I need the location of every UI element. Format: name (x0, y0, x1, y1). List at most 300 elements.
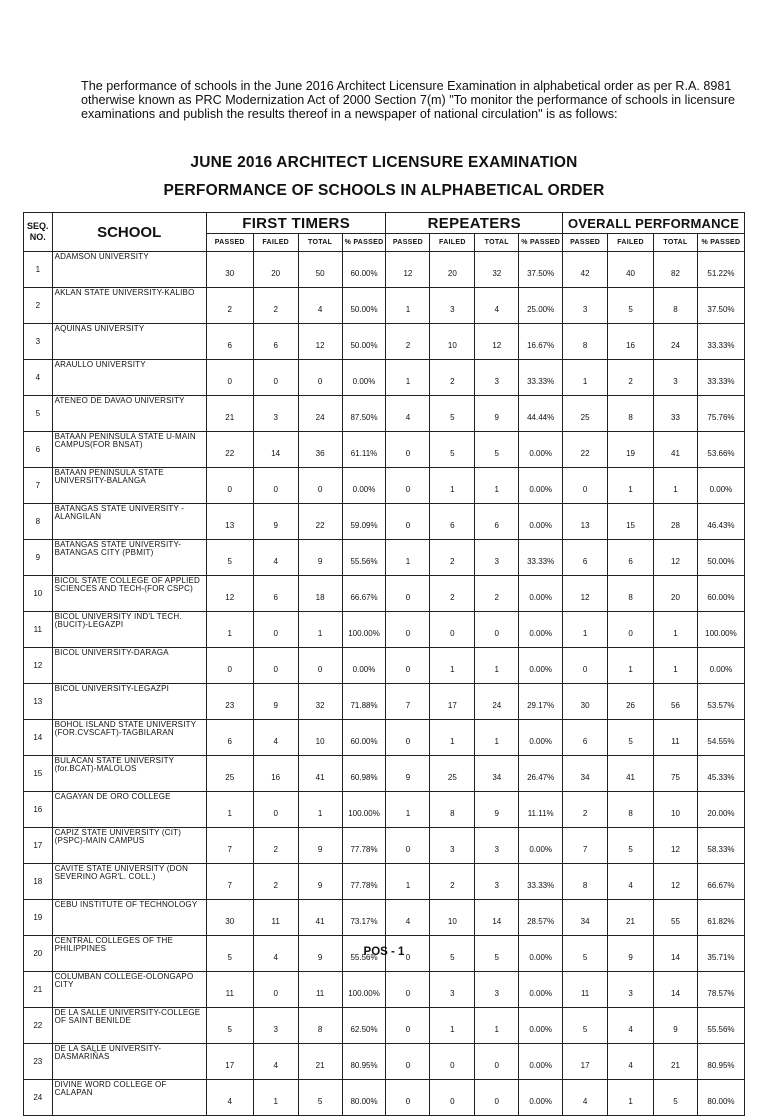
ov-failed-cell: 5 (608, 288, 654, 324)
rp-total-header: TOTAL (475, 234, 519, 252)
ft-passed-cell: 30 (206, 900, 253, 936)
rp-total-cell: 34 (475, 756, 519, 792)
ft-pct-passed-cell: 60.00% (342, 252, 386, 288)
table-row (24, 972, 745, 1008)
ft-total-cell: 41 (298, 900, 342, 936)
ft-pct-passed-header: % PASSED (342, 234, 386, 252)
ov-total-cell: 1 (654, 468, 698, 504)
seq-no-cell: 3 (24, 324, 53, 360)
ft-passed-cell: 1 (206, 612, 253, 648)
rp-passed-cell: 0 (386, 1044, 430, 1080)
ft-pct-passed-cell: 60.00% (342, 720, 386, 756)
rp-total-cell: 5 (475, 936, 519, 972)
ft-total-cell: 22 (298, 504, 342, 540)
ov-pct-passed-cell: 0.00% (697, 468, 744, 504)
ov-pct-passed-cell: 66.67% (697, 864, 744, 900)
rp-failed-cell: 2 (430, 540, 475, 576)
rp-passed-cell: 0 (386, 972, 430, 1008)
table-row (24, 1080, 745, 1116)
ft-passed-cell: 5 (206, 1008, 253, 1044)
rp-failed-cell: 1 (430, 648, 475, 684)
ov-total-cell: 55 (654, 900, 698, 936)
rp-failed-cell: 2 (430, 576, 475, 612)
ov-passed-cell: 13 (563, 504, 608, 540)
ft-total-cell: 4 (298, 288, 342, 324)
ft-total-header: TOTAL (298, 234, 342, 252)
ov-failed-cell: 9 (608, 936, 654, 972)
rp-pct-passed-cell: 0.00% (519, 504, 563, 540)
ft-pct-passed-cell: 73.17% (342, 900, 386, 936)
ov-pct-passed-cell: 58.33% (697, 828, 744, 864)
rp-pct-passed-cell: 33.33% (519, 864, 563, 900)
ov-pct-passed-cell: 0.00% (697, 648, 744, 684)
rp-passed-cell: 1 (386, 792, 430, 828)
ov-total-cell: 11 (654, 720, 698, 756)
seq-no-cell: 10 (24, 576, 53, 612)
seq-no-cell: 13 (24, 684, 53, 720)
rp-failed-cell: 5 (430, 396, 475, 432)
ov-passed-cell: 42 (563, 252, 608, 288)
table-row (24, 1044, 745, 1080)
ft-total-cell: 50 (298, 252, 342, 288)
ft-failed-cell: 9 (253, 684, 298, 720)
ft-total-cell: 8 (298, 1008, 342, 1044)
ft-pct-passed-cell: 60.98% (342, 756, 386, 792)
seq-no-cell: 19 (24, 900, 53, 936)
table-row (24, 576, 745, 612)
rp-failed-cell: 0 (430, 1080, 475, 1116)
rp-total-cell: 3 (475, 972, 519, 1008)
school-name-cell: DIVINE WORD COLLEGE OF CALAPAN (52, 1080, 206, 1116)
rp-total-cell: 3 (475, 360, 519, 396)
ft-passed-cell: 11 (206, 972, 253, 1008)
ft-passed-cell: 7 (206, 864, 253, 900)
ft-pct-passed-cell: 100.00% (342, 792, 386, 828)
seq-no-cell: 12 (24, 648, 53, 684)
ov-total-cell: 12 (654, 540, 698, 576)
ov-failed-cell: 41 (608, 756, 654, 792)
ov-passed-cell: 17 (563, 1044, 608, 1080)
school-name-cell: ADAMSON UNIVERSITY (52, 252, 206, 288)
seq-no-cell: 17 (24, 828, 53, 864)
rp-failed-cell: 10 (430, 900, 475, 936)
ov-total-cell: 12 (654, 828, 698, 864)
ov-failed-cell: 26 (608, 684, 654, 720)
ov-passed-cell: 2 (563, 792, 608, 828)
ov-passed-cell: 8 (563, 324, 608, 360)
ov-passed-cell: 4 (563, 1080, 608, 1116)
rp-failed-cell: 1 (430, 468, 475, 504)
school-name-cell: COLUMBAN COLLEGE-OLONGAPO CITY (52, 972, 206, 1008)
ov-pct-passed-cell: 75.76% (697, 396, 744, 432)
ft-pct-passed-cell: 59.09% (342, 504, 386, 540)
ov-passed-cell: 1 (563, 612, 608, 648)
school-name-cell: CEBU INSTITUTE OF TECHNOLOGY (52, 900, 206, 936)
rp-failed-cell: 3 (430, 972, 475, 1008)
ov-total-cell: 33 (654, 396, 698, 432)
ft-passed-cell: 6 (206, 324, 253, 360)
ov-failed-cell: 19 (608, 432, 654, 468)
ov-failed-cell: 8 (608, 396, 654, 432)
rp-pct-passed-cell: 0.00% (519, 1044, 563, 1080)
ft-failed-cell: 11 (253, 900, 298, 936)
rp-passed-cell: 0 (386, 828, 430, 864)
school-name-cell: DE LA SALLE UNIVERSITY-COLLEGE OF SAINT BENILDE (52, 1008, 206, 1044)
rp-passed-cell: 0 (386, 504, 430, 540)
ft-pct-passed-cell: 0.00% (342, 468, 386, 504)
rp-passed-cell: 0 (386, 468, 430, 504)
ov-passed-cell: 30 (563, 684, 608, 720)
ft-total-cell: 9 (298, 864, 342, 900)
rp-pct-passed-cell: 11.11% (519, 792, 563, 828)
school-name-cell: BATAAN PENINSULA STATE UNIVERSITY-BALANGA (52, 468, 206, 504)
ft-passed-cell: 7 (206, 828, 253, 864)
intro-paragraph: The performance of schools in the June 2016 Architect Licensure Examination in alphabetical order as per R.A. 8981 otherwise known as PRC Modernization Act of 2000 Section 7(m) "To monitor the performance of schools in licensure examinations and publish the results thereof in a newspaper of national circulation" is as follows: (81, 79, 736, 121)
rp-passed-cell: 0 (386, 936, 430, 972)
rp-failed-cell: 3 (430, 288, 475, 324)
ft-failed-cell: 6 (253, 324, 298, 360)
ov-passed-cell: 34 (563, 756, 608, 792)
ft-passed-cell: 5 (206, 540, 253, 576)
ft-total-cell: 9 (298, 540, 342, 576)
ov-failed-cell: 3 (608, 972, 654, 1008)
ft-passed-cell: 12 (206, 576, 253, 612)
school-name-cell: BICOL UNIVERSITY-DARAGA (52, 648, 206, 684)
ft-failed-cell: 4 (253, 1044, 298, 1080)
school-name-cell: BICOL UNIVERSITY-LEGAZPI (52, 684, 206, 720)
rp-pct-passed-header: % PASSED (519, 234, 563, 252)
ov-failed-cell: 1 (608, 468, 654, 504)
rp-pct-passed-cell: 0.00% (519, 612, 563, 648)
document-subtitle: PERFORMANCE OF SCHOOLS IN ALPHABETICAL ORDER (163, 182, 605, 199)
school-name-cell: CENTRAL COLLEGES OF THE PHILIPPINES (52, 936, 206, 972)
ft-pct-passed-cell: 77.78% (342, 864, 386, 900)
ft-passed-cell: 5 (206, 936, 253, 972)
rp-pct-passed-cell: 33.33% (519, 360, 563, 396)
ov-failed-cell: 8 (608, 576, 654, 612)
rp-pct-passed-cell: 0.00% (519, 468, 563, 504)
ov-passed-cell: 0 (563, 468, 608, 504)
ov-pct-passed-cell: 61.82% (697, 900, 744, 936)
ov-pct-passed-cell: 80.95% (697, 1044, 744, 1080)
rp-passed-cell: 1 (386, 360, 430, 396)
rp-passed-cell: 0 (386, 576, 430, 612)
ft-passed-cell: 23 (206, 684, 253, 720)
rp-passed-cell: 2 (386, 324, 430, 360)
seq-no-cell: 11 (24, 612, 53, 648)
rp-pct-passed-cell: 44.44% (519, 396, 563, 432)
school-name-cell: DE LA SALLE UNIVERSITY-DASMARIÑAS (52, 1044, 206, 1080)
rp-passed-cell: 1 (386, 288, 430, 324)
ov-failed-cell: 1 (608, 1080, 654, 1116)
rp-failed-cell: 3 (430, 828, 475, 864)
ft-failed-cell: 3 (253, 1008, 298, 1044)
ft-failed-cell: 6 (253, 576, 298, 612)
ov-passed-cell: 5 (563, 1008, 608, 1044)
seq-no-cell: 24 (24, 1080, 53, 1116)
ft-failed-cell: 4 (253, 936, 298, 972)
rp-pct-passed-cell: 0.00% (519, 828, 563, 864)
ov-pct-passed-cell: 33.33% (697, 324, 744, 360)
rp-pct-passed-cell: 0.00% (519, 432, 563, 468)
ft-failed-cell: 20 (253, 252, 298, 288)
ft-passed-header: PASSED (206, 234, 253, 252)
ov-pct-passed-cell: 54.55% (697, 720, 744, 756)
rp-pct-passed-cell: 26.47% (519, 756, 563, 792)
ov-pct-passed-cell: 20.00% (697, 792, 744, 828)
ov-total-cell: 8 (654, 288, 698, 324)
rp-failed-cell: 2 (430, 360, 475, 396)
rp-total-cell: 24 (475, 684, 519, 720)
table-row (24, 828, 745, 864)
school-name-cell: BATAAN PENINSULA STATE U-MAIN CAMPUS(FOR BNSAT) (52, 432, 206, 468)
seq-no-cell: 23 (24, 1044, 53, 1080)
repeaters-header: REPEATERS (386, 213, 563, 234)
ov-failed-cell: 5 (608, 720, 654, 756)
ft-pct-passed-cell: 50.00% (342, 288, 386, 324)
ov-passed-cell: 34 (563, 900, 608, 936)
ov-total-cell: 56 (654, 684, 698, 720)
ft-failed-cell: 0 (253, 360, 298, 396)
table-row (24, 648, 745, 684)
ft-passed-cell: 0 (206, 648, 253, 684)
ft-pct-passed-cell: 50.00% (342, 324, 386, 360)
ov-pct-passed-cell: 45.33% (697, 756, 744, 792)
table-row (24, 612, 745, 648)
school-name-cell: AQUINAS UNIVERSITY (52, 324, 206, 360)
school-name-cell: BICOL UNIVERSITY IND'L TECH.(BUCIT)-LEGAZPI (52, 612, 206, 648)
ft-total-cell: 9 (298, 936, 342, 972)
rp-pct-passed-cell: 0.00% (519, 648, 563, 684)
rp-passed-cell: 0 (386, 720, 430, 756)
rp-total-cell: 1 (475, 468, 519, 504)
rp-total-cell: 0 (475, 612, 519, 648)
rp-passed-cell: 0 (386, 648, 430, 684)
ft-failed-cell: 1 (253, 1080, 298, 1116)
ov-total-cell: 14 (654, 972, 698, 1008)
ft-failed-cell: 9 (253, 504, 298, 540)
ft-pct-passed-cell: 62.50% (342, 1008, 386, 1044)
rp-total-cell: 0 (475, 1080, 519, 1116)
ov-failed-cell: 4 (608, 864, 654, 900)
ov-total-cell: 20 (654, 576, 698, 612)
ft-total-cell: 10 (298, 720, 342, 756)
rp-failed-cell: 0 (430, 612, 475, 648)
seq-no-cell: 6 (24, 432, 53, 468)
table-row (24, 396, 745, 432)
ov-total-cell: 41 (654, 432, 698, 468)
seq-no-cell: 5 (24, 396, 53, 432)
ov-pct-passed-cell: 80.00% (697, 1080, 744, 1116)
rp-total-cell: 14 (475, 900, 519, 936)
ov-passed-cell: 11 (563, 972, 608, 1008)
ft-passed-cell: 1 (206, 792, 253, 828)
ov-total-cell: 12 (654, 864, 698, 900)
ov-passed-cell: 0 (563, 648, 608, 684)
ov-pct-passed-cell: 100.00% (697, 612, 744, 648)
rp-pct-passed-cell: 25.00% (519, 288, 563, 324)
ft-passed-cell: 17 (206, 1044, 253, 1080)
ft-failed-cell: 0 (253, 972, 298, 1008)
ov-failed-cell: 4 (608, 1008, 654, 1044)
seq-no-cell: 14 (24, 720, 53, 756)
table-row (24, 324, 745, 360)
school-name-cell: BICOL STATE COLLEGE OF APPLIED SCIENCES AND TECH-(FOR CSPC) (52, 576, 206, 612)
school-header: SCHOOL (52, 213, 206, 252)
table-row (24, 720, 745, 756)
ov-total-header: TOTAL (654, 234, 698, 252)
ov-total-cell: 75 (654, 756, 698, 792)
rp-total-cell: 3 (475, 828, 519, 864)
ft-failed-cell: 3 (253, 396, 298, 432)
ov-failed-cell: 40 (608, 252, 654, 288)
table-row (24, 468, 745, 504)
ov-total-cell: 14 (654, 936, 698, 972)
ft-total-cell: 5 (298, 1080, 342, 1116)
ft-failed-cell: 0 (253, 612, 298, 648)
ov-pct-passed-cell: 55.56% (697, 1008, 744, 1044)
ov-total-cell: 9 (654, 1008, 698, 1044)
ft-total-cell: 41 (298, 756, 342, 792)
table-row (24, 360, 745, 396)
ov-passed-cell: 12 (563, 576, 608, 612)
overall-performance-header: OVERALL PERFORMANCE (563, 213, 745, 234)
ft-pct-passed-cell: 87.50% (342, 396, 386, 432)
rp-failed-header: FAILED (430, 234, 475, 252)
table-row (24, 288, 745, 324)
ft-failed-cell: 14 (253, 432, 298, 468)
ov-passed-cell: 8 (563, 864, 608, 900)
table-row (24, 792, 745, 828)
ov-failed-cell: 4 (608, 1044, 654, 1080)
ft-total-cell: 0 (298, 648, 342, 684)
ft-failed-cell: 0 (253, 648, 298, 684)
ft-passed-cell: 21 (206, 396, 253, 432)
rp-failed-cell: 1 (430, 720, 475, 756)
rp-pct-passed-cell: 0.00% (519, 576, 563, 612)
school-name-cell: CAPIZ STATE UNIVERSITY (CIT)(PSPC)-MAIN CAMPUS (52, 828, 206, 864)
rp-failed-cell: 25 (430, 756, 475, 792)
ft-total-cell: 24 (298, 396, 342, 432)
ft-passed-cell: 4 (206, 1080, 253, 1116)
school-name-cell: BATANGAS STATE UNIVERSITY -ALANGILAN (52, 504, 206, 540)
ov-passed-cell: 6 (563, 540, 608, 576)
table-row (24, 432, 745, 468)
rp-pct-passed-cell: 0.00% (519, 1008, 563, 1044)
school-name-cell: ARAULLO UNIVERSITY (52, 360, 206, 396)
rp-total-cell: 12 (475, 324, 519, 360)
ft-failed-cell: 4 (253, 540, 298, 576)
ft-total-cell: 1 (298, 612, 342, 648)
rp-failed-cell: 5 (430, 936, 475, 972)
rp-passed-cell: 0 (386, 612, 430, 648)
ft-total-cell: 11 (298, 972, 342, 1008)
seq-no-cell: 4 (24, 360, 53, 396)
rp-total-cell: 6 (475, 504, 519, 540)
school-name-cell: AKLAN STATE UNIVERSITY-KALIBO (52, 288, 206, 324)
school-performance-table (23, 212, 745, 1116)
ft-total-cell: 18 (298, 576, 342, 612)
rp-pct-passed-cell: 37.50% (519, 252, 563, 288)
seq-no-cell: 16 (24, 792, 53, 828)
ft-pct-passed-cell: 61.11% (342, 432, 386, 468)
rp-total-cell: 1 (475, 648, 519, 684)
ov-passed-cell: 25 (563, 396, 608, 432)
seq-no-cell: 7 (24, 468, 53, 504)
ov-pct-passed-cell: 53.66% (697, 432, 744, 468)
ft-pct-passed-cell: 0.00% (342, 648, 386, 684)
rp-failed-cell: 8 (430, 792, 475, 828)
table-row (24, 1008, 745, 1044)
school-name-cell: BOHOL ISLAND STATE UNIVERSITY (FOR.CVSCAFT)-TAGBILARAN (52, 720, 206, 756)
ov-passed-cell: 6 (563, 720, 608, 756)
ft-failed-cell: 4 (253, 720, 298, 756)
ft-pct-passed-cell: 80.00% (342, 1080, 386, 1116)
ft-pct-passed-cell: 100.00% (342, 612, 386, 648)
ft-total-cell: 21 (298, 1044, 342, 1080)
ov-total-cell: 1 (654, 648, 698, 684)
ft-total-cell: 12 (298, 324, 342, 360)
rp-pct-passed-cell: 0.00% (519, 972, 563, 1008)
rp-failed-cell: 5 (430, 432, 475, 468)
rp-failed-cell: 10 (430, 324, 475, 360)
ov-pct-passed-cell: 60.00% (697, 576, 744, 612)
ft-total-cell: 1 (298, 792, 342, 828)
seq-no-cell: 8 (24, 504, 53, 540)
ft-failed-cell: 0 (253, 468, 298, 504)
ov-total-cell: 3 (654, 360, 698, 396)
table-row (24, 864, 745, 900)
table-row (24, 756, 745, 792)
table-row (24, 504, 745, 540)
ov-total-cell: 10 (654, 792, 698, 828)
seq-no-cell: 1 (24, 252, 53, 288)
seq-no-header: SEQ. NO. (24, 213, 53, 252)
ov-passed-cell: 5 (563, 936, 608, 972)
ft-failed-cell: 2 (253, 288, 298, 324)
rp-passed-cell: 4 (386, 900, 430, 936)
document-title: JUNE 2016 ARCHITECT LICENSURE EXAMINATION (190, 154, 578, 171)
rp-failed-cell: 1 (430, 1008, 475, 1044)
ov-pct-passed-cell: 78.57% (697, 972, 744, 1008)
rp-passed-cell: 1 (386, 864, 430, 900)
ft-passed-cell: 6 (206, 720, 253, 756)
ov-failed-cell: 2 (608, 360, 654, 396)
ft-failed-cell: 2 (253, 828, 298, 864)
ft-total-cell: 0 (298, 360, 342, 396)
ft-failed-cell: 0 (253, 792, 298, 828)
ft-pct-passed-cell: 80.95% (342, 1044, 386, 1080)
school-name-cell: CAVITE STATE UNIVERSITY (DON SEVERINO AGR'L. COLL.) (52, 864, 206, 900)
ov-failed-cell: 5 (608, 828, 654, 864)
ov-failed-cell: 16 (608, 324, 654, 360)
school-name-cell: BULACAN STATE UNIVERSITY (for.BCAT)-MALOLOS (52, 756, 206, 792)
ft-passed-cell: 25 (206, 756, 253, 792)
rp-total-cell: 1 (475, 1008, 519, 1044)
rp-failed-cell: 0 (430, 1044, 475, 1080)
ov-failed-cell: 15 (608, 504, 654, 540)
rp-total-cell: 4 (475, 288, 519, 324)
rp-total-cell: 9 (475, 792, 519, 828)
rp-passed-cell: 1 (386, 540, 430, 576)
ft-failed-header: FAILED (253, 234, 298, 252)
seq-no-cell: 21 (24, 972, 53, 1008)
rp-pct-passed-cell: 28.57% (519, 900, 563, 936)
rp-passed-cell: 7 (386, 684, 430, 720)
ov-total-cell: 24 (654, 324, 698, 360)
ft-failed-cell: 2 (253, 864, 298, 900)
ov-pct-passed-cell: 33.33% (697, 360, 744, 396)
